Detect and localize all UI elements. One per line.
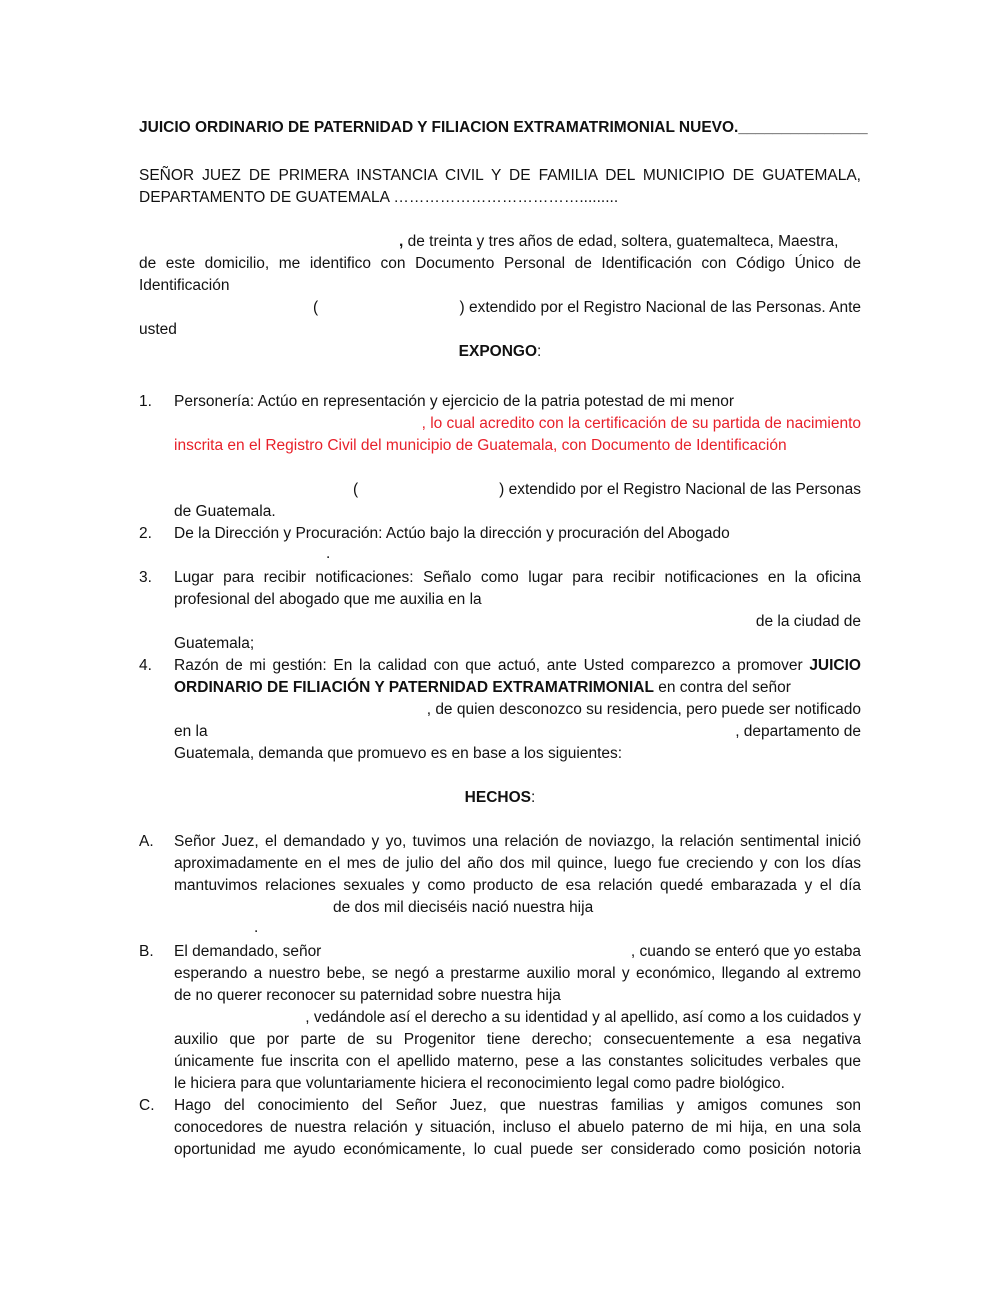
item-3-line-3: de la ciudad de [755, 613, 861, 630]
item-1-paren-open: ( [353, 481, 359, 498]
fact-c-letter: C. [139, 1097, 155, 1114]
intro-line-1 [399, 231, 838, 253]
hechos-title: HECHOS [464, 789, 531, 806]
fact-b-line-5: auxilio que por parte de su Progenitor tiene derecho; consecuentemente a esa negativa [174, 1031, 861, 1048]
item-4-number: 4. [139, 657, 152, 674]
item-4-line-2-text: en contra del señor [653, 679, 791, 696]
item-3-number: 3. [139, 569, 152, 586]
item-1-line-1: Personería: Actúo en representación y ejercicio de la patria potestad de mi menor [174, 393, 735, 410]
item-4-line-3: , de quien desconozco su residencia, pero puede ser notificado [426, 701, 861, 718]
fact-b-line-2: esperando a nuestro bebe, se negó a prestarme auxilio moral y económico, llegando al extremo [174, 965, 861, 982]
document-title: JUICIO ORDINARIO DE PATERNIDAD Y FILIACION EXTRAMATRIMONIAL NUEVO._______________ [139, 119, 868, 136]
fact-c-line-3: oportunidad me ayudo económicamente, lo cual puede ser considerado como posición notoria [174, 1141, 861, 1158]
fact-a-line-1: Señor Juez, el demandado y yo, tuvimos una relación de noviazgo, la relación sentimental inició [174, 833, 861, 850]
item-3-line-4: Guatemala; [174, 635, 255, 652]
item-1-red-line-2: inscrita en el Registro Civil del municipio de Guatemala, con Documento de Identificación [174, 437, 787, 454]
addressee-line-1: SEÑOR JUEZ DE PRIMERA INSTANCIA CIVIL Y DE FAMILIA DEL MUNICIPIO DE GUATEMALA, [139, 167, 861, 184]
fact-b-letter: B. [139, 943, 154, 960]
fact-b-line-3: de no querer reconocer su paternidad sobre nuestra hija [174, 987, 561, 1004]
fact-a-line-5: . [254, 919, 259, 936]
intro-paren-open: ( [313, 299, 319, 316]
item-4-line-4b: , departamento de [735, 723, 861, 740]
intro-comma: , [399, 233, 404, 250]
item-4-line-5: Guatemala, demanda que promuevo es en base a los siguientes: [174, 745, 623, 762]
fact-a-line-4: de dos mil dieciséis nació nuestra hija [333, 899, 594, 916]
item-4-line-1-text: Razón de mi gestión: En la calidad con que actuó, ante Usted comparezco a promover [174, 657, 810, 674]
expongo-heading [139, 341, 861, 363]
fact-a-line-3: mantuvimos relaciones sexuales y como producto de esa relación quedé embarazada y el día [174, 877, 861, 894]
item-4-bold-2: ORDINARIO DE FILIACIÓN Y PATERNIDAD EXTRAMATRIMONIAL [174, 679, 654, 696]
item-1-number: 1. [139, 393, 152, 410]
intro-line-5: usted [139, 321, 177, 338]
item-4-line-1 [174, 655, 861, 677]
fact-a-letter: A. [139, 833, 154, 850]
fact-b-line-1a: El demandado, señor [174, 943, 322, 960]
item-1-line-5: de Guatemala. [174, 503, 276, 520]
fact-c-line-1: Hago del conocimiento del Señor Juez, que nuestras familias y amigos comunes son [174, 1097, 861, 1114]
item-4-bold-1: JUICIO [809, 657, 861, 674]
item-3-line-2: profesional del abogado que me auxilia en la [174, 591, 482, 608]
intro-line-4: ) extendido por el Registro Nacional de las Personas. Ante [459, 299, 861, 316]
intro-line-1-text: de treinta y tres años de edad, soltera, guatemalteca, Maestra, [403, 233, 839, 250]
expongo-title: EXPONGO [458, 343, 538, 360]
item-4-line-4a: en la [174, 723, 208, 740]
fact-c-line-2: conocedores de nuestra relación y situación, incluso el abuelo paterno de mi hija, en una sola [174, 1119, 861, 1136]
fact-a-line-2: aproximadamente en el mes de julio del año dos mil quince, luego fue creciendo y con los días [174, 855, 861, 872]
item-3-line-1: Lugar para recibir notificaciones: Señalo como lugar para recibir notificaciones en la oficina [174, 569, 861, 586]
item-1-red-line-1: , lo cual acredito con la certificación de su partida de nacimiento [421, 415, 861, 432]
hechos-heading [139, 787, 861, 809]
fact-b-line-6: únicamente fue inscrita con el apellido materno, pese a las constantes solicitudes verbales que [174, 1053, 861, 1070]
item-1-line-4: ) extendido por el Registro Nacional de las Personas [499, 481, 861, 498]
item-2-line-1: De la Dirección y Procuración: Actúo bajo la dirección y procuración del Abogado [174, 525, 730, 542]
fact-b-line-7: le hiciera para que voluntariamente hiciera el reconocimiento legal como padre biológico. [174, 1075, 785, 1092]
addressee-line-2: DEPARTAMENTO DE GUATEMALA ………………………………......... [139, 189, 619, 206]
item-4-line-2 [174, 677, 791, 699]
intro-line-2: de este domicilio, me identifico con Documento Personal de Identificación con Código Único de [139, 255, 861, 272]
hechos-colon: : [531, 789, 536, 806]
fact-b-line-1b: , cuando se enteró que yo estaba [630, 943, 861, 960]
fact-b-line-4: , vedándole así el derecho a su identidad y al apellido, así como a los cuidados y [305, 1009, 861, 1026]
intro-line-3: Identificación [139, 277, 230, 294]
item-2-line-2: . [326, 545, 331, 562]
item-2-number: 2. [139, 525, 152, 542]
expongo-colon: : [537, 343, 542, 360]
